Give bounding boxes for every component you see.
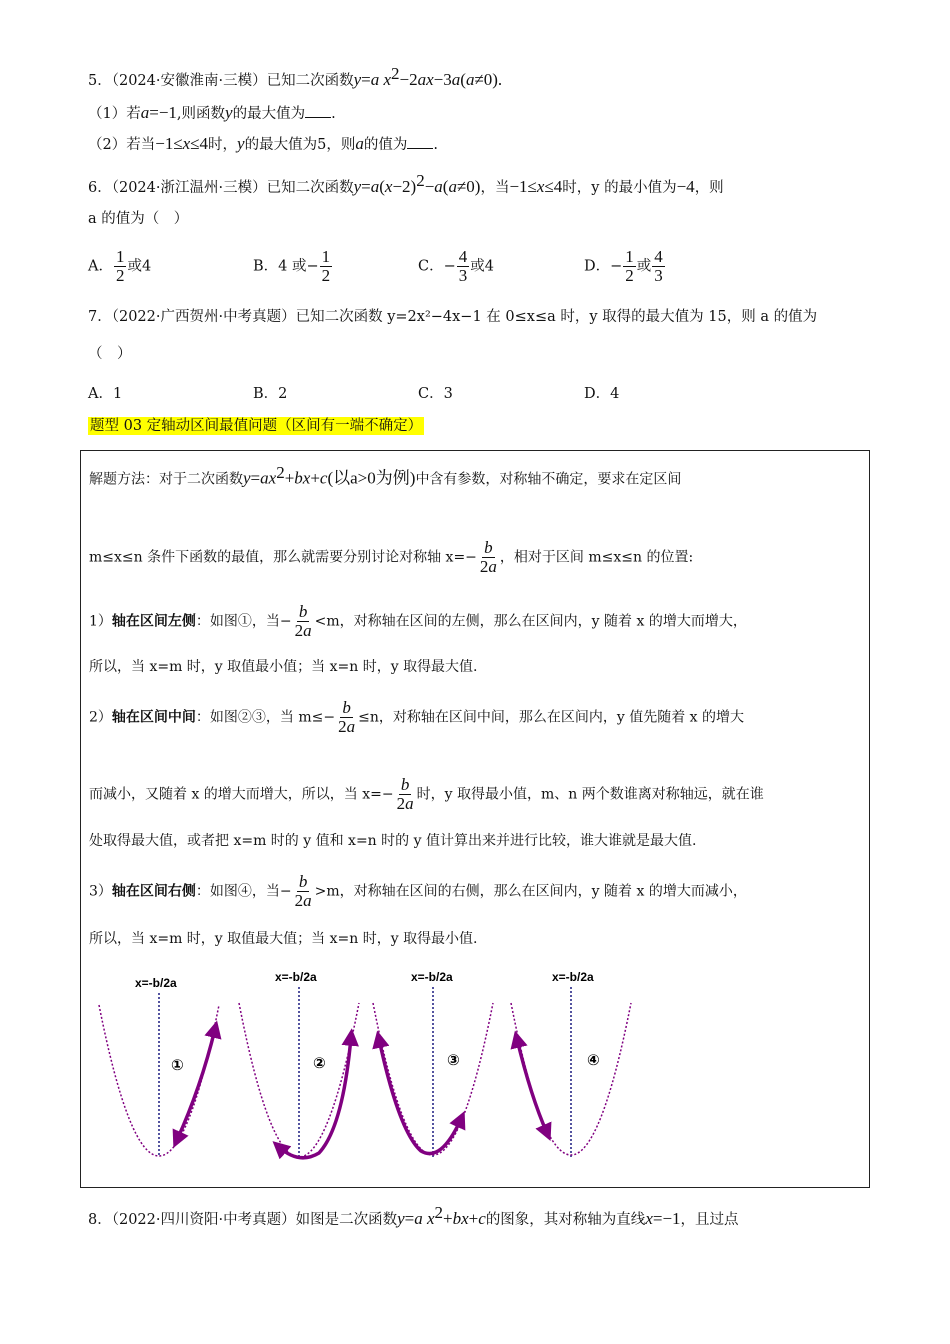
- q6-option-a: A． $\frac{1}{2}$ 或4: [88, 247, 152, 285]
- method-case2-line2: 而减小，又随着 x 的增大而增大，所以，当 x=− $\frac{b}{2a}$ 时，y 取得最小值，m、n 两个数谁离对称轴远，就在谁: [89, 775, 764, 813]
- method-line1: 解题方法：对于二次函数$y=ax^2+bx+c$(以a>0为例)中含有参数，对称轴不确定，要求在定区间: [89, 463, 682, 488]
- figure-label: ③: [447, 1051, 460, 1069]
- answer-blank: [305, 103, 331, 118]
- q5-head: 5．（2024·安徽淮南·三模）已知二次函数: [88, 72, 354, 89]
- answer-blank: [407, 134, 433, 149]
- method-case3-line2: 所以，当 x=m 时，y 取值最大值；当 x=n 时，y 取得最小值.: [89, 931, 478, 947]
- q6-option-b: B．4 或− $\frac{1}{2}$: [253, 247, 331, 285]
- method-case2: 2）轴在区间中间：如图②③，当 m≤− $\frac{b}{2a}$ ≤n，对称轴在区间中间，那么在区间内，y 值先随着 x 的增大: [89, 698, 745, 736]
- figure-label: ①: [171, 1056, 184, 1074]
- axis-label: x=-b/2a: [552, 970, 594, 984]
- q7-option-a: A．1: [88, 386, 123, 402]
- figure-3: [373, 970, 493, 1157]
- method-case2-line3: 处取得最大值，或者把 x=m 时的 y 值和 x=n 时的 y 值计算出来并进行比较，谁大谁就是最大值.: [89, 833, 697, 849]
- axis-label: x=-b/2a: [135, 976, 177, 990]
- figure-1: [99, 976, 219, 1157]
- q5-part2: （2）若当−1≤x≤4时，y的最大值为5，则a的值为 .: [88, 134, 438, 153]
- q8-line: 8．（2022·四川资阳·中考真题）如图是二次函数y=a $x^2+bx+c$的图象，其对称轴为直线x=−1，且过点: [88, 1203, 739, 1228]
- figure-label: ④: [587, 1051, 600, 1069]
- q7-option-b: B．2: [253, 386, 288, 402]
- method-case1-line2: 所以，当 x=m 时，y 取值最小值；当 x=n 时，y 取得最大值.: [89, 659, 478, 675]
- figure-4: [511, 970, 631, 1157]
- q7-text: 7．（2022·广西贺州·中考真题）已知二次函数 y=2x²−4x−1 在 0≤x≤a 时，y 取得的最大值为 15，则 a 的值为: [88, 309, 818, 325]
- section-title: 题型 03 定轴动区间最值问题（区间有一端不确定）: [90, 418, 423, 434]
- method-case3: 3）轴在区间右侧：如图④，当− $\frac{b}{2a}$ >m，对称轴在区间的右侧，那么在区间内，y 随着 x 的增大而减小，: [89, 872, 747, 910]
- q6-option-c: C．− $\frac{4}{3}$ 或4: [418, 247, 494, 285]
- interval-arc: [177, 1029, 215, 1140]
- interval-arc: [517, 1039, 547, 1133]
- figure-label: ②: [313, 1054, 326, 1072]
- axis-label: x=-b/2a: [411, 970, 453, 984]
- method-box: [80, 450, 870, 1188]
- axis-label: x=-b/2a: [275, 970, 317, 984]
- figure-2: [239, 970, 359, 1159]
- method-line2: m≤x≤n 条件下函数的最值，那么就需要分别讨论对称轴 x=− $\frac{b}{2a}$ ，相对于区间 m≤x≤n 的位置:: [89, 538, 694, 576]
- q5-line: 5．（2024·安徽淮南·三模）已知二次函数y=a $x^2-2ax-3a(a\ne 0)$.: [88, 64, 503, 89]
- q7-option-c: C．3: [418, 386, 453, 402]
- q6-line: 6．（2024·浙江温州·三模）已知二次函数$y=a(x-2)^2-a(a\ne 0)$，当−1≤x≤4时，y 的最小值为−4，则: [88, 171, 724, 196]
- parabola-diagrams: [81, 957, 869, 1187]
- q5-part1: （1）若a=−1,则函数y的最大值为 .: [88, 103, 336, 122]
- q6-option-d: D．− $\frac{1}{2}$ 或 $\frac{4}{3}$: [584, 247, 663, 285]
- method-case1: 1）轴在区间左侧：如图①，当− $\frac{b}{2a}$ <m，对称轴在区间的左侧，那么在区间内，y 随着 x 的增大而增大，: [89, 602, 747, 640]
- q7-paren: （ ）: [88, 346, 132, 362]
- q7-option-d: D．4: [584, 386, 620, 402]
- q6-line2: a 的值为（ ）: [88, 211, 189, 227]
- q5-function: y: [353, 69, 362, 89]
